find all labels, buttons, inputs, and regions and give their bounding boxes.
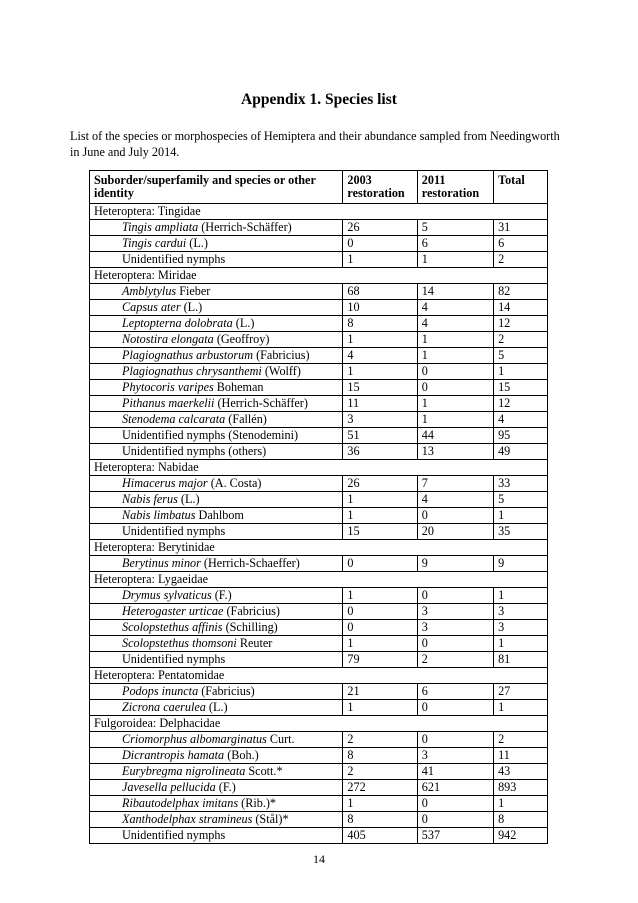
table-row	[90, 684, 548, 700]
table-row	[90, 444, 548, 460]
group-name: Heteroptera: Pentatomidae	[90, 668, 548, 684]
species-name-cell	[90, 700, 343, 716]
species-name-cell	[90, 380, 343, 396]
value-2003: 1	[343, 636, 417, 652]
table-row	[90, 620, 548, 636]
table-row	[90, 748, 548, 764]
table-row	[90, 828, 548, 844]
authority: (Stål)*	[252, 812, 289, 826]
authority: (L.)	[180, 300, 203, 314]
value-total: 8	[494, 812, 548, 828]
value-2003: 11	[343, 396, 417, 412]
value-2011: 7	[417, 476, 493, 492]
value-2003: 1	[343, 796, 417, 812]
scientific-name: Heterogaster urticae	[122, 604, 224, 618]
table-row	[90, 380, 548, 396]
table-row	[90, 796, 548, 812]
value-2003: 51	[343, 428, 417, 444]
table-row	[90, 812, 548, 828]
table-row	[90, 604, 548, 620]
table-row	[90, 300, 548, 316]
value-total: 35	[494, 524, 548, 540]
group-name: Heteroptera: Tingidae	[90, 204, 548, 220]
table-row	[90, 284, 548, 300]
value-total: 2	[494, 332, 548, 348]
group-name: Heteroptera: Nabidae	[90, 460, 548, 476]
value-total: 6	[494, 236, 548, 252]
page-number: 14	[313, 852, 325, 866]
value-total: 1	[494, 508, 548, 524]
table-row	[90, 508, 548, 524]
authority: Reuter	[236, 636, 273, 650]
authority: (Herrich-Schaeffer)	[200, 556, 300, 570]
species-name-cell	[90, 556, 343, 572]
value-2011: 3	[417, 748, 493, 764]
table-row	[90, 236, 548, 252]
value-2011: 1	[417, 348, 493, 364]
scientific-name: Nabis limbatus	[122, 508, 196, 522]
value-2003: 1	[343, 252, 417, 268]
value-2011: 5	[417, 220, 493, 236]
value-total: 12	[494, 316, 548, 332]
authority: Unidentified nymphs (Stenodemini)	[122, 428, 299, 442]
species-name-cell	[90, 604, 343, 620]
table-row	[90, 348, 548, 364]
group-row	[90, 540, 548, 556]
group-name: Fulgoroidea: Delphacidae	[90, 716, 548, 732]
value-2003: 1	[343, 700, 417, 716]
species-name-cell	[90, 284, 343, 300]
value-2011: 1	[417, 332, 493, 348]
table-row	[90, 396, 548, 412]
species-name-cell	[90, 652, 343, 668]
species-name-cell	[90, 412, 343, 428]
table-row	[90, 588, 548, 604]
value-total: 4	[494, 412, 548, 428]
value-total: 5	[494, 492, 548, 508]
table-caption: List of the species or morphospecies of Hemiptera and their abundance sampled from Needingworth in June and July 2014.	[70, 129, 560, 159]
header-2003: 2003 restoration	[343, 171, 417, 204]
value-2011: 0	[417, 732, 493, 748]
group-row	[90, 460, 548, 476]
species-table	[89, 170, 548, 844]
species-name-cell	[90, 780, 343, 796]
scientific-name: Himacerus major	[122, 476, 208, 490]
table-row	[90, 492, 548, 508]
group-row	[90, 204, 548, 220]
species-name-cell	[90, 812, 343, 828]
value-2003: 8	[343, 812, 417, 828]
value-total: 11	[494, 748, 548, 764]
value-total: 81	[494, 652, 548, 668]
value-2011: 0	[417, 636, 493, 652]
authority: Curt.	[266, 732, 295, 746]
value-2011: 0	[417, 380, 493, 396]
table-row	[90, 524, 548, 540]
value-total: 12	[494, 396, 548, 412]
scientific-name: Scolopstethus thomsoni	[122, 636, 237, 650]
value-total: 3	[494, 604, 548, 620]
authority: Fieber	[176, 284, 211, 298]
value-total: 43	[494, 764, 548, 780]
table-row	[90, 700, 548, 716]
group-name: Heteroptera: Lygaeidae	[90, 572, 548, 588]
table-row	[90, 412, 548, 428]
species-name-cell	[90, 396, 343, 412]
species-name-cell	[90, 364, 343, 380]
scientific-name: Notostira elongata	[122, 332, 214, 346]
value-2003: 26	[343, 220, 417, 236]
value-2003: 3	[343, 412, 417, 428]
value-2011: 14	[417, 284, 493, 300]
value-2003: 15	[343, 380, 417, 396]
scientific-name: Pithanus maerkelii	[122, 396, 215, 410]
table-row	[90, 364, 548, 380]
value-2003: 272	[343, 780, 417, 796]
value-2011: 9	[417, 556, 493, 572]
value-total: 49	[494, 444, 548, 460]
scientific-name: Scolopstethus affinis	[122, 620, 223, 634]
value-2011: 0	[417, 588, 493, 604]
value-2003: 0	[343, 604, 417, 620]
scientific-name: Drymus sylvaticus	[122, 588, 212, 602]
scientific-name: Tingis cardui	[122, 236, 187, 250]
table-row	[90, 252, 548, 268]
value-2003: 0	[343, 620, 417, 636]
value-total: 5	[494, 348, 548, 364]
authority: (Fallén)	[225, 412, 267, 426]
species-name-cell	[90, 316, 343, 332]
authority: (Herrich-Schäffer)	[214, 396, 308, 410]
value-total: 1	[494, 700, 548, 716]
table-row	[90, 780, 548, 796]
value-total: 1	[494, 796, 548, 812]
value-2011: 0	[417, 700, 493, 716]
value-2011: 6	[417, 236, 493, 252]
group-row	[90, 572, 548, 588]
species-name-cell	[90, 348, 343, 364]
value-2003: 1	[343, 492, 417, 508]
group-row	[90, 268, 548, 284]
species-name-cell	[90, 300, 343, 316]
authority: (Rib.)*	[238, 796, 277, 810]
value-total: 1	[494, 364, 548, 380]
value-total: 1	[494, 636, 548, 652]
group-name: Heteroptera: Berytinidae	[90, 540, 548, 556]
value-2011: 537	[417, 828, 493, 844]
value-2003: 79	[343, 652, 417, 668]
authority: (Fabricius)	[223, 604, 280, 618]
species-name-cell	[90, 748, 343, 764]
scientific-name: Capsus ater	[122, 300, 181, 314]
value-total: 14	[494, 300, 548, 316]
scientific-name: Eurybregma nigrolineata	[122, 764, 246, 778]
value-total: 82	[494, 284, 548, 300]
value-2003: 1	[343, 364, 417, 380]
scientific-name: Xanthodelphax stramineus	[122, 812, 253, 826]
scientific-name: Criomorphus albomarginatus	[122, 732, 267, 746]
table-row	[90, 476, 548, 492]
authority: Unidentified nymphs	[122, 524, 226, 538]
value-total: 893	[494, 780, 548, 796]
value-2011: 44	[417, 428, 493, 444]
authority: (L.)	[177, 492, 200, 506]
scientific-name: Javesella pellucida	[122, 780, 216, 794]
table-row	[90, 764, 548, 780]
authority: Scott.*	[245, 764, 283, 778]
species-name-cell	[90, 636, 343, 652]
value-2003: 21	[343, 684, 417, 700]
authority: (L.)	[232, 316, 255, 330]
authority: Unidentified nymphs (others)	[122, 444, 267, 458]
value-2003: 36	[343, 444, 417, 460]
species-name-cell	[90, 236, 343, 252]
value-2011: 0	[417, 508, 493, 524]
scientific-name: Zicrona caerulea	[122, 700, 206, 714]
header-identity: Suborder/superfamily and species or other identity	[90, 171, 343, 204]
authority: (F.)	[211, 588, 232, 602]
authority: (F.)	[215, 780, 236, 794]
scientific-name: Tingis ampliata	[122, 220, 199, 234]
species-name-cell	[90, 444, 343, 460]
value-2011: 20	[417, 524, 493, 540]
species-name-cell	[90, 428, 343, 444]
value-total: 33	[494, 476, 548, 492]
value-2011: 1	[417, 396, 493, 412]
table-row	[90, 332, 548, 348]
scientific-name: Amblytylus	[122, 284, 177, 298]
value-2011: 2	[417, 652, 493, 668]
value-2011: 0	[417, 364, 493, 380]
table-row	[90, 732, 548, 748]
authority: (L.)	[205, 700, 228, 714]
species-name-cell	[90, 508, 343, 524]
value-2003: 15	[343, 524, 417, 540]
scientific-name: Plagiognathus arbustorum	[122, 348, 254, 362]
scientific-name: Nabis ferus	[122, 492, 178, 506]
value-2003: 1	[343, 508, 417, 524]
table-header-row	[90, 171, 548, 204]
value-total: 15	[494, 380, 548, 396]
authority: (L.)	[186, 236, 208, 250]
table-row	[90, 652, 548, 668]
value-total: 95	[494, 428, 548, 444]
scientific-name: Ribautodelphax imitans	[122, 796, 239, 810]
species-name-cell	[90, 524, 343, 540]
value-2011: 4	[417, 300, 493, 316]
scientific-name: Podops inuncta	[122, 684, 199, 698]
value-2003: 10	[343, 300, 417, 316]
value-2011: 13	[417, 444, 493, 460]
table-row	[90, 556, 548, 572]
value-total: 2	[494, 252, 548, 268]
scientific-name: Berytinus minor	[122, 556, 201, 570]
value-2011: 4	[417, 492, 493, 508]
authority: Unidentified nymphs	[122, 252, 226, 266]
value-total: 31	[494, 220, 548, 236]
value-total: 3	[494, 620, 548, 636]
species-name-cell	[90, 732, 343, 748]
table-row	[90, 428, 548, 444]
authority: (Herrich-Schäffer)	[198, 220, 292, 234]
authority: Boheman	[213, 380, 264, 394]
authority: (Geoffroy)	[213, 332, 270, 346]
value-2003: 2	[343, 732, 417, 748]
value-2011: 3	[417, 620, 493, 636]
authority: Unidentified nymphs	[122, 652, 226, 666]
species-name-cell	[90, 620, 343, 636]
value-2011: 1	[417, 252, 493, 268]
value-2011: 0	[417, 796, 493, 812]
species-name-cell	[90, 764, 343, 780]
value-2003: 1	[343, 588, 417, 604]
value-2011: 621	[417, 780, 493, 796]
value-2003: 0	[343, 556, 417, 572]
authority: (Schilling)	[222, 620, 278, 634]
group-row	[90, 716, 548, 732]
value-2003: 8	[343, 316, 417, 332]
value-total: 9	[494, 556, 548, 572]
value-2011: 0	[417, 812, 493, 828]
species-name-cell	[90, 332, 343, 348]
species-name-cell	[90, 588, 343, 604]
header-2011: 2011 restoration	[417, 171, 493, 204]
species-name-cell	[90, 220, 343, 236]
page-title: Appendix 1. Species list	[241, 91, 397, 108]
scientific-name: Stenodema calcarata	[122, 412, 226, 426]
value-2003: 2	[343, 764, 417, 780]
value-total: 27	[494, 684, 548, 700]
value-2011: 4	[417, 316, 493, 332]
table-row	[90, 316, 548, 332]
value-total: 1	[494, 588, 548, 604]
value-2011: 3	[417, 604, 493, 620]
authority: (Fabricius)	[198, 684, 255, 698]
species-name-cell	[90, 492, 343, 508]
value-total: 2	[494, 732, 548, 748]
authority: (Boh.)	[224, 748, 259, 762]
scientific-name: Phytocoris varipes	[122, 380, 214, 394]
table-body	[90, 204, 548, 844]
value-2003: 405	[343, 828, 417, 844]
value-total: 942	[494, 828, 548, 844]
value-2011: 1	[417, 412, 493, 428]
value-2003: 4	[343, 348, 417, 364]
species-name-cell	[90, 684, 343, 700]
species-name-cell	[90, 796, 343, 812]
table-row	[90, 220, 548, 236]
value-2003: 0	[343, 236, 417, 252]
value-2003: 8	[343, 748, 417, 764]
value-2003: 1	[343, 332, 417, 348]
authority: Dahlbom	[195, 508, 244, 522]
scientific-name: Dicrantropis hamata	[122, 748, 225, 762]
species-name-cell	[90, 252, 343, 268]
authority: (Fabricius)	[253, 348, 310, 362]
authority: Unidentified nymphs	[122, 828, 226, 842]
scientific-name: Leptopterna dolobrata	[122, 316, 233, 330]
table-row	[90, 636, 548, 652]
value-2011: 41	[417, 764, 493, 780]
scientific-name: Plagiognathus chrysanthemi	[122, 364, 262, 378]
header-total: Total	[494, 171, 548, 204]
group-row	[90, 668, 548, 684]
value-2003: 68	[343, 284, 417, 300]
species-name-cell	[90, 828, 343, 844]
value-2003: 26	[343, 476, 417, 492]
value-2011: 6	[417, 684, 493, 700]
authority: (Wolff)	[261, 364, 301, 378]
authority: (A. Costa)	[207, 476, 262, 490]
group-name: Heteroptera: Miridae	[90, 268, 548, 284]
species-name-cell	[90, 476, 343, 492]
